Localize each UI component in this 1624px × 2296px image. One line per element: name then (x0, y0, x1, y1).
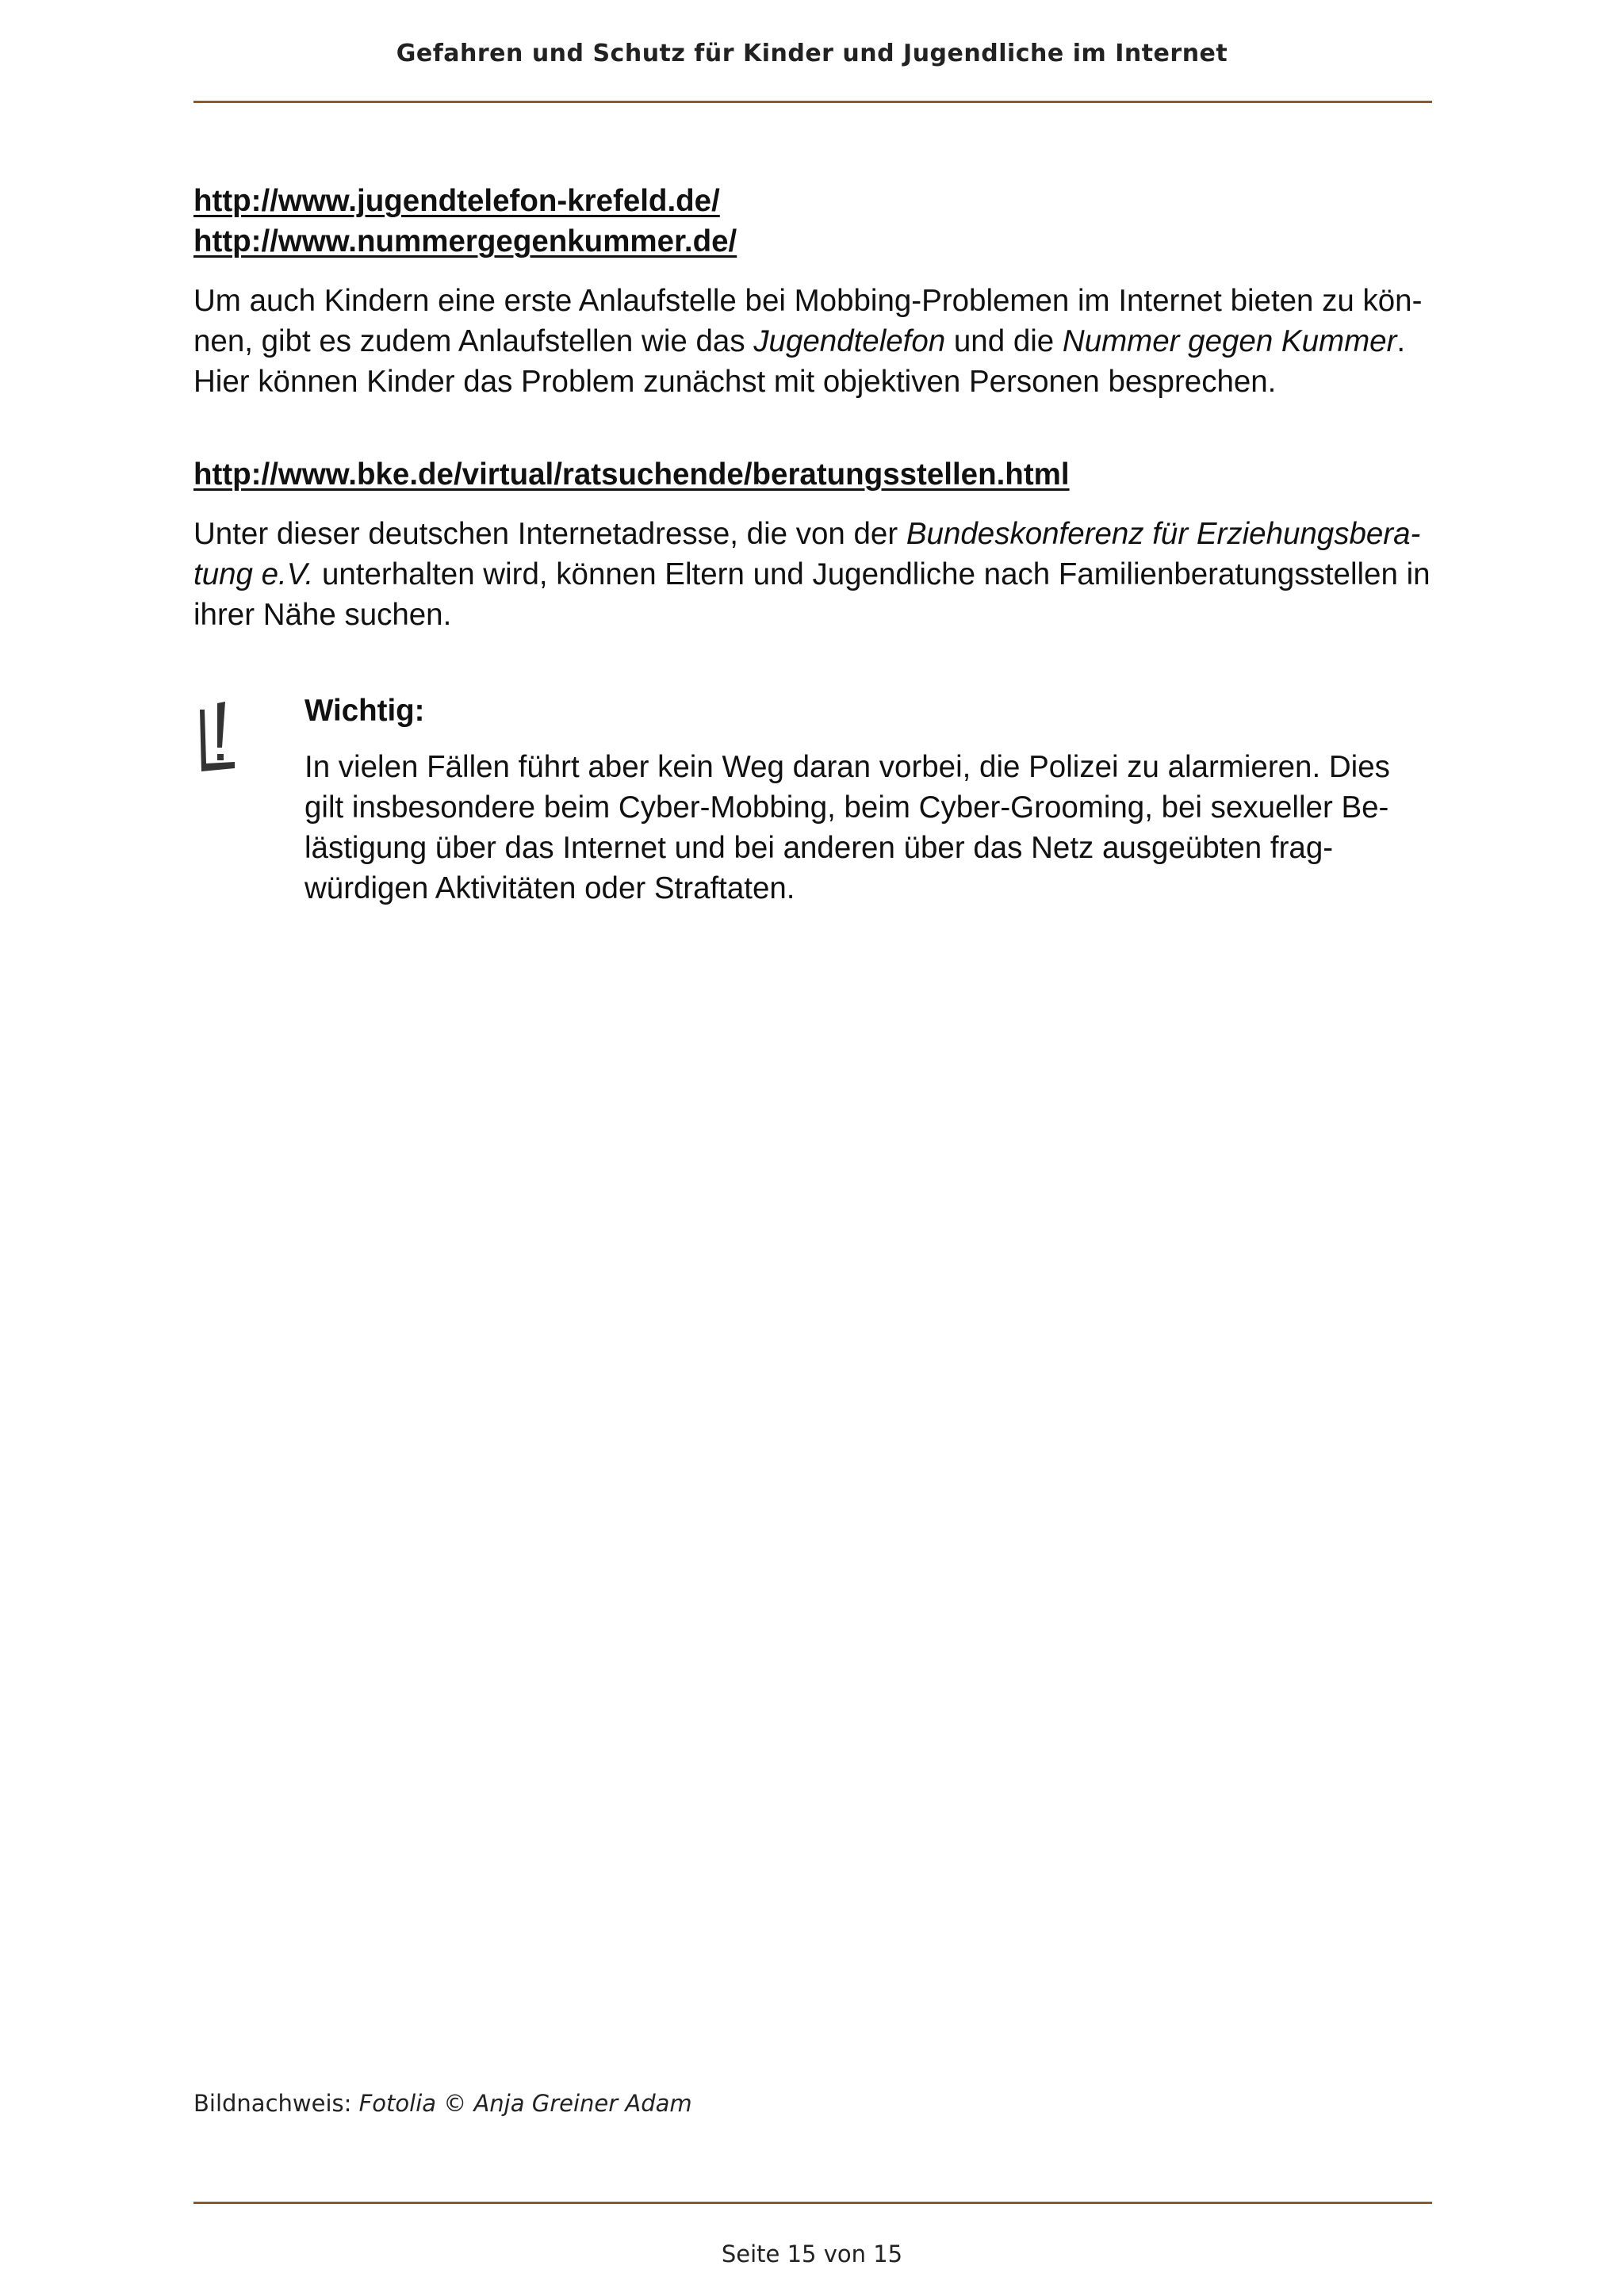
spacer (193, 262, 1431, 281)
text-run: . (1396, 324, 1406, 358)
header-rule (193, 101, 1432, 103)
paragraph-line (193, 514, 1431, 554)
emphasis-ev: tung e.V. (193, 557, 314, 591)
spacer (193, 495, 1431, 514)
page-header-title: Gefahren und Schutz für Kinder und Jugendliche im Internet (396, 40, 1228, 67)
text-run: unterhalten wird, können Eltern und Jugendliche nach Familienberatungsstellen in (313, 557, 1431, 591)
link-bke-beratungsstellen[interactable]: http://www.bke.de/virtual/ratsuchende/beratungsstellen.html (193, 457, 1070, 492)
text-run: Unter dieser deutschen Internetadresse, die von der (193, 517, 906, 551)
spacer (193, 402, 1431, 454)
important-line: In vielen Fällen führt aber kein Weg daran vorbei, die Polizei zu alarmieren. Dies (304, 750, 1390, 784)
image-credit (193, 2090, 692, 2117)
page-content (193, 181, 1431, 909)
paragraph-bke (193, 514, 1431, 635)
emphasis-jugendtelefon: Jugendtelefon (753, 324, 946, 358)
paragraph-line (193, 362, 1431, 402)
emphasis-nummer-gegen-kummer: Nummer gegen Kummer (1062, 324, 1397, 358)
paragraph-line (193, 554, 1431, 595)
paragraph-anlaufstellen (193, 281, 1431, 402)
exclamation-icon (193, 698, 249, 778)
credit-source: Fotolia © Anja Greiner Adam (358, 2090, 692, 2117)
important-line: lästigung über das Internet und bei anderen über das Netz ausgeübten frag- (304, 831, 1334, 865)
important-box (193, 691, 1431, 909)
text-run: Um auch Kindern eine erste Anlaufstelle bei Mobbing-Problemen im Internet bieten zu kön- (193, 284, 1423, 318)
emphasis-bundeskonferenz: Bundeskonferenz für Erziehungsbera- (906, 517, 1421, 551)
credit-label: Bildnachweis: (193, 2090, 359, 2117)
paragraph-line (193, 281, 1431, 321)
important-line: gilt insbesondere beim Cyber-Mobbing, beim Cyber-Grooming, bei sexueller Be- (304, 790, 1389, 825)
important-title: Wichtig: (304, 694, 425, 728)
text-run: Hier können Kinder das Problem zunächst mit objektiven Personen besprechen. (193, 365, 1277, 399)
link-nummergegenkummer[interactable]: http://www.nummergegenkummer.de/ (193, 224, 737, 258)
text-run: nen, gibt es zudem Anlaufstellen wie das (193, 324, 754, 358)
text-run: und die (945, 324, 1063, 358)
text-run: ihrer Nähe suchen. (193, 598, 452, 632)
paragraph-line (193, 595, 1431, 635)
paragraph-line (193, 321, 1431, 362)
link-jugendtelefon[interactable]: http://www.jugendtelefon-krefeld.de/ (193, 184, 720, 218)
page-number: Seite 15 von 15 (721, 2241, 903, 2267)
footer-rule (193, 2202, 1432, 2204)
important-line: würdigen Aktivitäten oder Straftaten. (304, 871, 795, 905)
